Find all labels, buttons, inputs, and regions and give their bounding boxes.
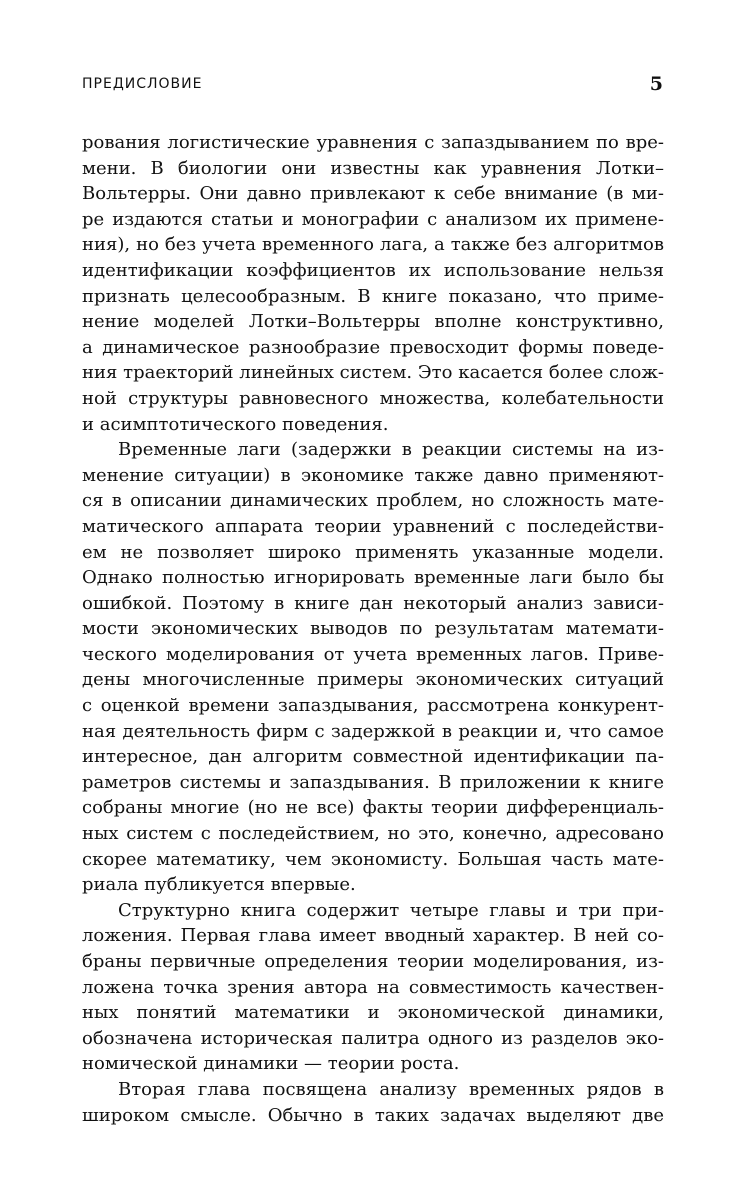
- text-line: ния траекторий линейных систем. Это касается более слож-: [82, 362, 664, 384]
- page-number: 5: [649, 73, 663, 95]
- text-line: ложена точка зрения автора на совместимость качествен-: [82, 976, 664, 998]
- text-line: скорее математику, чем экономисту. Большая часть мате-: [82, 848, 664, 870]
- text-line: риала публикуется впервые.: [82, 874, 356, 896]
- text-line: нение моделей Лотки–Вольтерры вполне конструктивно,: [82, 311, 664, 333]
- text-line: раметров системы и запаздывания. В приложении к книге: [82, 771, 664, 793]
- text-line: а динамическое разнообразие превосходит формы поведе-: [82, 336, 664, 358]
- text-line: ем не позволяет широко применять указанные модели.: [82, 541, 664, 563]
- text-line: ных систем с последействием, но это, конечно, адресовано: [82, 823, 664, 845]
- text-line: ная деятельность фирм с задержкой в реакции и, что самое: [82, 720, 664, 742]
- text-line: менение ситуации) в экономике также давно применяют-: [82, 464, 664, 486]
- text-line: ных понятий математики и экономической динамики,: [82, 1002, 664, 1024]
- text-line: ния), но без учета временного лага, а также без алгоритмов: [82, 234, 664, 256]
- text-line: широком смысле. Обычно в таких задачах выделяют две: [82, 1104, 664, 1126]
- paragraph-continued: [82, 130, 664, 437]
- text-line: собраны многие (но не все) факты теории дифференциаль-: [82, 797, 664, 819]
- text-line: Однако полностью игнорировать временные лаги было бы: [82, 567, 664, 589]
- text-line: идентификации коэффициентов их использование нельзя: [82, 259, 664, 281]
- text-line: признать целесообразным. В книге показано, что приме-: [82, 285, 664, 307]
- paragraph-second-chapter: [82, 1077, 664, 1128]
- text-line: ошибкой. Поэтому в книге дан некоторый анализ зависи-: [82, 592, 664, 614]
- text-line: с оценкой времени запаздывания, рассмотрена конкурент-: [82, 695, 664, 717]
- paragraph-structure: [82, 898, 664, 1077]
- body-text: [82, 130, 664, 1128]
- text-line: Вольтерры. Они давно привлекают к себе внимание (в ми-: [82, 183, 664, 205]
- text-line: дены многочисленные примеры экономических ситуаций: [82, 669, 664, 691]
- text-line: матического аппарата теории уравнений с последействи-: [82, 515, 664, 537]
- text-line: ческого моделирования от учета временных лагов. Приве-: [82, 643, 664, 665]
- text-line: браны первичные определения теории моделирования, из-: [82, 951, 664, 972]
- text-line: ре издаются статьи и монографии с анализом их примене-: [82, 208, 664, 230]
- text-line: Структурно книга содержит четыре главы и три при-: [118, 899, 664, 921]
- running-head: ПРЕДИСЛОВИЕ: [82, 76, 203, 92]
- text-line: номической динамики — теории роста.: [82, 1053, 460, 1075]
- text-line: ложения. Первая глава имеет вводный характер. В ней со-: [82, 925, 664, 947]
- text-line: ся в описании динамических проблем, но сложность мате-: [82, 490, 664, 512]
- text-line: мости экономических выводов по результатам математи-: [82, 618, 664, 640]
- text-line: ной структуры равновесного множества, колебательности: [82, 387, 664, 409]
- text-line: интересное, дан алгоритм совместной идентификации па-: [82, 746, 664, 768]
- paragraph-time-lags: [82, 437, 664, 898]
- text-line: Временные лаги (задержки в реакции системы на из-: [118, 439, 664, 461]
- text-line: и асимптотического поведения.: [82, 413, 389, 435]
- text-line: рования логистические уравнения с запаздыванием по вре-: [82, 132, 664, 153]
- text-line: обозначена историческая палитра одного из разделов эко-: [82, 1027, 664, 1049]
- text-line: Вторая глава посвящена анализу временных рядов в: [118, 1078, 664, 1100]
- text-line: мени. В биологии они известны как уравнения Лотки–: [82, 157, 664, 179]
